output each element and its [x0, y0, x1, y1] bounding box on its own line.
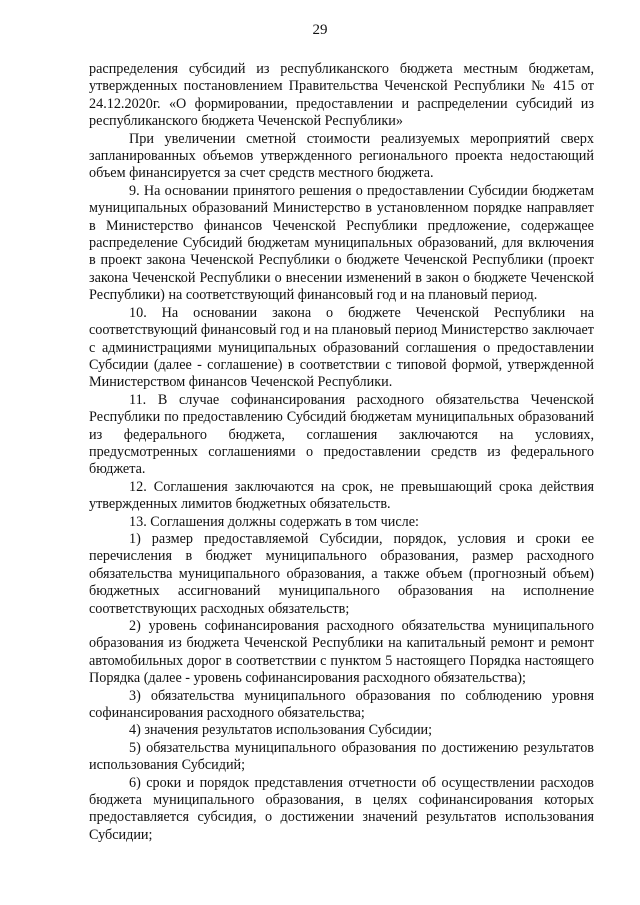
page-number: 29 [312, 22, 328, 38]
paragraph-continuation: распределения субсидий из республиканского бюджета местным бюджетам, утвержденных постановлением Правительства Чеченской Республики № 415 от 24.12.2020г. «О формировании, предоставлении и распределении субсидий из республиканского бюджета Чеченской Республики» [89, 61, 594, 130]
document-body [89, 61, 594, 844]
list-item-4: 4) значения результатов использования Субсидии; [129, 722, 433, 739]
paragraph-item-12: 12. Соглашения заключаются на срок, не превышающий срока действия утвержденных лимитов бюджетных обязательств. [89, 478, 594, 513]
paragraph-cost-increase: При увеличении сметной стоимости реализуемых мероприятий сверх запланированных объемов утвержденного регионального проекта недостающий объем финансируется за счет средств местного бюджета. [89, 130, 594, 182]
list-item-3: 3) обязательства муниципального образования по соблюдению уровня софинансирования расходного обязательства; [89, 687, 594, 722]
paragraph-item-9: 9. На основании принятого решения о предоставлении Субсидии бюджетам муниципальных образований Министерство в установленном порядке направляет в Министерство финансов Чеченской Республики предложение, содержащее распределение Субсидий бюджетам муниципальных образований, для включения в проект закона Чеченской Республики о бюджете Чеченской Республики (проект закона Чеченской Республики о внесении изменений в закон о бюджете Чеченской Республики) на соответствующий финансовый год и на плановый период. [89, 182, 594, 304]
list-item-5: 5) обязательства муниципального образования по достижению результатов использования Субсидий; [89, 739, 594, 774]
paragraph-item-13: 13. Соглашения должны содержать в том числе: [129, 513, 419, 530]
list-item-1: 1) размер предоставляемой Субсидии, порядок, условия и сроки ее перечисления в бюджет муниципального образования, размер расходного обязательства муниципального образования, а также объем (прогнозный объем) бюджетных ассигнований муниципального образования на исполнение соответствующих расходных обязательств; [89, 530, 594, 617]
paragraph-item-10: 10. На основании закона о бюджете Чеченской Республики на соответствующий финансовый год и на плановый период Министерство заключает с администрациями муниципальных образований соглашения о предоставлении Субсидии (далее - соглашение) в соответствии с типовой формой, утвержденной Министерством финансов Чеченской Республики. [89, 304, 594, 391]
paragraph-item-11: 11. В случае софинансирования расходного обязательства Чеченской Республики по предоставлению Субсидий бюджетам муниципальных образований из федерального бюджета, соглашения заключаются на условиях, предусмотренных соглашениями о предоставлении средств из федерального бюджета. [89, 391, 594, 478]
list-item-6: 6) сроки и порядок представления отчетности об осуществлении расходов бюджета муниципального образования, в целях софинансирования которых предоставляется субсидия, о достижении значений результатов использования Субсидии; [89, 774, 594, 843]
list-item-2: 2) уровень софинансирования расходного обязательства муниципального образования из бюджета Чеченской Республики на капитальный ремонт и ремонт автомобильных дорог в соответствии с пунктом 5 настоящего Порядка настоящего Порядка (далее - уровень софинансирования расходного обязательства); [89, 618, 594, 687]
